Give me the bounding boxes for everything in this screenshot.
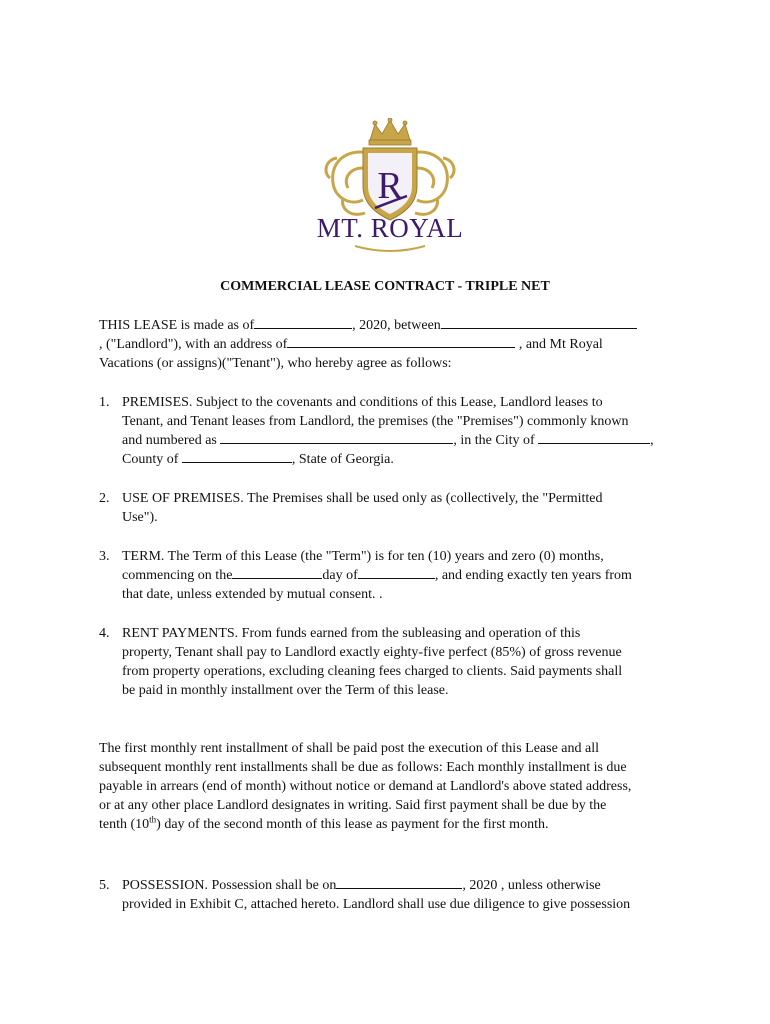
section-4-line-3: from property operations, excluding cleaning fees charged to clients. Said payments shall [122, 664, 623, 679]
intro-line-1: THIS LEASE is made as of , 2020, between [99, 316, 637, 335]
intro-line-3: Vacations (or assigns)("Tenant"), who hereby agree as follows: [99, 356, 452, 371]
section-3-number: 3. [99, 549, 110, 564]
section-1-line-2: Tenant, and Tenant leases from Landlord, the premises (the "Premises") commonly known [122, 414, 629, 429]
paragraph-line-5: tenth (10th) day of the second month of this lease as payment for the first month. [99, 814, 549, 832]
section-4-line-4: be paid in monthly installment over the Term of this lease. [122, 683, 449, 698]
section-4-line-2: property, Tenant shall pay to Landlord exactly eighty-five perfect (85%) of gross revenue [122, 645, 622, 660]
paragraph-line-1: The first monthly rent installment of shall be paid post the execution of this Lease and all [99, 741, 599, 756]
section-1-line-3: and numbered as , in the City of , [122, 433, 654, 448]
section-1-line-4: County of , State of Georgia. [122, 452, 394, 467]
section-5-number: 5. [99, 878, 110, 893]
section-5-line-1: POSSESSION. Possession shall be on , 2020 , unless otherwise [122, 878, 601, 893]
section-1-number: 1. [99, 395, 110, 410]
section-3-line-1: TERM. The Term of this Lease (the "Term") is for ten (10) years and zero (0) months, [122, 549, 604, 564]
section-5-line-2: provided in Exhibit C, attached hereto. Landlord shall use due diligence to give possession [122, 897, 631, 912]
section-2-line-2: Use"). [122, 510, 158, 525]
paragraph-line-2: subsequent monthly rent installments shall be due as follows: Each monthly installment is due [99, 760, 627, 775]
section-2-line-1: USE OF PREMISES. The Premises shall be used only as (collectively, the "Permitted [122, 491, 603, 506]
document-title: COMMERCIAL LEASE CONTRACT - TRIPLE NET [220, 279, 550, 294]
section-4-number: 4. [99, 626, 110, 641]
section-2-number: 2. [99, 491, 110, 506]
section-1-line-1: PREMISES. Subject to the covenants and conditions of this Lease, Landlord leases to [122, 395, 603, 410]
intro-line-2: , ("Landlord"), with an address of , and Mt Royal [99, 337, 603, 352]
section-3-line-3: that date, unless extended by mutual consent. . [122, 587, 383, 602]
paragraph-line-4: or at any other place Landlord designates in writing. Said first payment shall be due by the [99, 798, 607, 813]
section-3-line-2: commencing on the day of , and ending exactly ten years from [122, 568, 632, 583]
paragraph-line-3: payable in arrears (end of month) without notice or demand at Landlord's above stated address, [99, 779, 632, 794]
monogram-r: R [377, 165, 403, 207]
section-4-line-1: RENT PAYMENTS. From funds earned from the subleasing and operation of this [122, 626, 581, 641]
logo-wordmark: MT. ROYAL [316, 213, 464, 243]
crown-icon [369, 118, 411, 145]
